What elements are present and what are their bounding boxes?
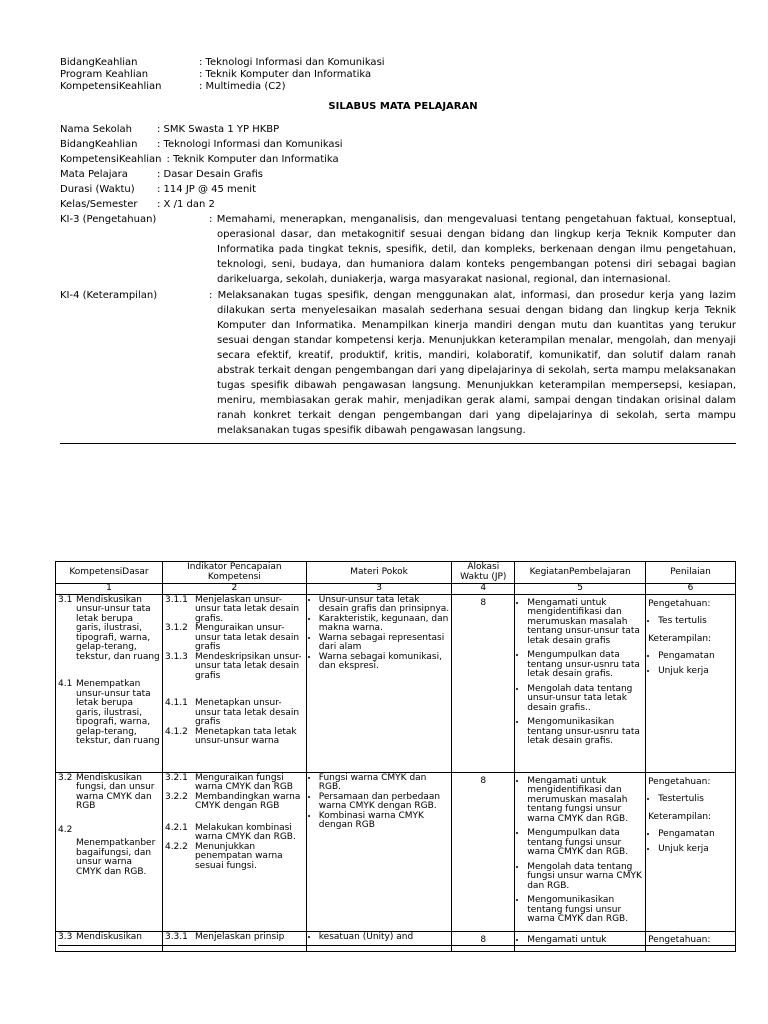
indicator-item <box>165 624 304 653</box>
indicator-item <box>165 774 304 793</box>
detail-label: BidangKeahlian <box>60 139 138 150</box>
indicator-item <box>165 728 304 747</box>
kd-number: 3.1 <box>58 594 73 605</box>
penilaian-cell <box>646 594 736 772</box>
materi-item: • Kombinasi warna CMYK dengan RGB <box>319 812 450 831</box>
table-row <box>56 931 736 952</box>
materi-item: • Karakteristik, kegunaan, dan makna warna. <box>319 615 450 634</box>
materi-cell <box>306 772 452 931</box>
ki4-text: : Melaksanakan tugas spesifik, dengan menggunakan alat, informasi, dan prosedur kerja yang lazim dilakukan serta menyelesaikan masalah sederhana sesuai dengan bidang dan lingkup kerja Teknik Komputer dan Informatika. Menampilkan kinerja mandiri dengan mutu dan kuantitas yang terukur sesuai dengan standar kompetensi kerja. Menunjukkan keterampilan menalar, mengolah, dan menyaji secara efektif, kreatif, produktif, kritis, mandiri, kolaboratif, komunikatif, dan solutif dalam ranah abstrak terkait dengan pengembangan dari yang dipelajarinya di sekolah, serta mampu melaksanakan tugas spesifik dibawah pengawasan langsung. Menunjukkan keterampilan mempersepsi, kesiapan, meniru, membiasakan gerak mahir, menjadikan gerak alami, sampai dengan tindakan orisinal dalam ranah konkret terkait dengan pengembangan dari yang dipelajarinya di sekolah, serta mampu melaksanakan tugas spesifik dibawah pengawasan langsung. <box>209 290 736 436</box>
kegiatan-item: • Mengumpulkan data tentang fungsi unsur warna CMYK dan RGB. <box>527 829 643 858</box>
table-bottom-line <box>58 945 736 946</box>
indicator-item <box>165 653 304 682</box>
materi-item: • Fungsi warna CMYK dan RGB. <box>319 774 450 793</box>
column-header: KompetensiDasar <box>56 562 163 584</box>
table-row <box>56 594 736 772</box>
ki4-block <box>60 288 736 438</box>
indicator-text: Menunjukkan penempatan warna sesuai fungsi. <box>194 841 283 871</box>
indicator-number: 3.1.1 <box>164 594 188 605</box>
materi-item: • Warna sebagai representasi dari alam <box>319 634 450 653</box>
indicator-number: 4.1.1 <box>164 698 188 708</box>
top-info-value: : Teknologi Informasi dan Komunikasi <box>199 57 385 68</box>
penilaian-keterampilan-label: Keterampilan: <box>648 633 712 644</box>
column-number: 5 <box>515 584 646 595</box>
indicator-item <box>165 843 304 872</box>
alokasi-cell: 8 <box>452 772 515 931</box>
top-info-value: : Multimedia (C2) <box>199 81 286 92</box>
detail-label: Nama Sekolah <box>60 124 132 135</box>
indicator-number: 3.2.2 <box>164 791 188 802</box>
detail-value: : 114 JP @ 45 menit <box>157 184 256 195</box>
ki4-label: KI-4 (Keterampilan) <box>60 290 158 301</box>
penilaian-cell <box>646 931 736 952</box>
kd-cell <box>56 594 163 772</box>
indicator-item <box>165 824 304 843</box>
materi-item: • Persamaan dan perbedaan warna CMYK dengan RGB. <box>319 793 450 812</box>
indicator-number: 3.1.3 <box>164 651 188 662</box>
kd-text: Mendiskusikan unsur-unsur tata letak berupa garis, ilustrasi, tipografi, warna, gelap-terang, tekstur, dan ruang <box>76 594 160 662</box>
kd-cell <box>56 931 163 952</box>
alokasi-cell: 8 <box>452 594 515 772</box>
kegiatan-item: • Mengomunikasikan tentang unsur-usnru tata letak desain grafis. <box>527 718 643 747</box>
materi-cell <box>306 594 452 772</box>
kd-item <box>58 680 160 747</box>
kd-item <box>58 596 160 663</box>
indicator-number: 3.3.1 <box>164 931 188 942</box>
detail-label: Kelas/Semester <box>60 199 138 210</box>
indicator-number: 3.2.1 <box>164 772 188 783</box>
alokasi-cell: 8 <box>452 931 515 952</box>
column-number: 6 <box>646 584 736 595</box>
top-info-label: Program Keahlian <box>60 69 149 80</box>
indicator-text: Mendeskripsikan unsur-unsur tata letak desain grafis <box>194 651 302 681</box>
column-number: 3 <box>306 584 452 595</box>
kegiatan-item: • Mengamati untuk mengidentifikasi dan merumuskan masalah tentang fungsi unsur warna CMYK dan RGB. <box>527 777 643 825</box>
penilaian-item: • Unjuk kerja <box>658 667 733 677</box>
kd-text: Menempatkan unsur-unsur tata letak berupa garis, ilustrasi, tipografi, warna, gelap-terang, tekstur, dan ruang <box>76 679 160 746</box>
column-number: 1 <box>56 584 163 595</box>
kd-number: 4.2 <box>58 824 73 835</box>
kegiatan-cell <box>515 931 646 952</box>
penilaian-pengetahuan-label: Pengetahuan: <box>648 598 711 609</box>
penilaian-pengetahuan-label: Pengetahuan: <box>648 934 711 945</box>
ki3-label: KI-3 (Pengetahuan) <box>60 214 157 225</box>
indicator-cell <box>162 772 306 931</box>
table-number-row <box>56 584 736 595</box>
ki3-block <box>60 212 736 287</box>
kd-item <box>58 826 160 878</box>
kd-item <box>58 774 160 812</box>
materi-item: • Warna sebagai komunikasi, dan ekspresi. <box>319 653 450 672</box>
detail-label: Durasi (Waktu) <box>60 184 135 195</box>
indicator-text: Menjelaskan prinsip <box>194 931 285 942</box>
indicator-text: Menetapkan unsur-unsur tata letak desain grafis <box>194 698 300 727</box>
kegiatan-item: • Mengolah data tentang fungsi unsur warna CMYK dan RGB. <box>527 863 643 892</box>
indicator-item <box>165 699 304 728</box>
syllabus-table <box>55 561 736 952</box>
detail-value: : Teknik Komputer dan Informatika <box>157 154 339 165</box>
table-header-row <box>56 562 736 584</box>
penilaian-item: • Unjuk kerja <box>658 845 733 855</box>
detail-label: Mata Pelajara <box>60 169 128 180</box>
indicator-text: Menguraikan fungsi warna CMYK dan RGB <box>194 772 293 792</box>
detail-value: : Dasar Desain Grafis <box>157 169 263 180</box>
kegiatan-item: • Mengumpulkan data tentang unsur-usnru tata letak desain grafis. <box>527 651 643 680</box>
indicator-text: Membandingkan warna CMYK dengan RGB <box>194 791 301 811</box>
top-info-value: : Teknik Komputer dan Informatika <box>199 69 372 80</box>
kegiatan-item: • Mengolah data tentang unsur-unsur tata letak desain grafis.. <box>527 685 643 714</box>
detail-value: : Teknologi Informasi dan Komunikasi <box>157 139 343 150</box>
indicator-number: 4.1.2 <box>164 726 188 737</box>
kd-number: 3.2 <box>58 772 73 783</box>
penilaian-keterampilan-label: Keterampilan: <box>648 811 712 822</box>
penilaian-cell <box>646 772 736 931</box>
column-number: 4 <box>452 584 515 595</box>
indicator-cell <box>162 594 306 772</box>
top-info-label: KompetensiKeahlian <box>60 81 162 92</box>
ki3-text: : Memahami, menerapkan, menganalisis, dan mengevaluasi tentang pengetahuan faktual, konseptual, operasional dasar, dan metakognitif sesuai dengan bidang dan lingkup kerja Teknik Komputer dan Informatika pada tingkat teknis, spesifik, detil, dan kompleks, berkenaan dengan ilmu pengetahuan, teknologi, seni, budaya, dan humaniora dalam konteks pengembangan potensi diri sebagai bagian darikeluarga, sekolah, duniakerja, warga masyarakat nasional, regional, dan internasional. <box>209 214 736 285</box>
document-title: SILABUS MATA PELAJARAN <box>328 101 478 112</box>
kd-item <box>58 933 160 943</box>
detail-label: KompetensiKeahlian <box>60 154 162 165</box>
penilaian-pengetahuan-label: Pengetahuan: <box>648 776 711 787</box>
penilaian-item: • Pengamatan <box>658 652 733 662</box>
kd-text: Menempatkanber bagaifungsi, dan unsur warna CMYK dan RGB. <box>76 838 156 877</box>
kd-number: 3.3 <box>58 931 73 942</box>
column-header: Alokasi Waktu (JP) <box>452 562 515 584</box>
indicator-text: Menetapkan tata letak unsur-unsur warna <box>194 726 297 746</box>
column-header: Materi Pokok <box>306 562 452 584</box>
kegiatan-item: • Mengamati untuk mengidentifikasi dan merumuskan masalah tentang unsur-unsur tata letak desain grafis <box>527 599 643 647</box>
indicator-text: Menguraikan unsur-unsur tata letak desain grafis <box>194 623 300 652</box>
divider-line <box>60 443 736 444</box>
kegiatan-item: • Mengomunikasikan tentang fungsi unsur warna CMYK dan RGB. <box>527 896 643 925</box>
kegiatan-cell <box>515 594 646 772</box>
table-row <box>56 772 736 931</box>
indicator-item <box>165 793 304 812</box>
column-header: KegiatanPembelajaran <box>515 562 646 584</box>
column-header: Penilaian <box>646 562 736 584</box>
kd-text: Mendiskusikan fungsi, dan unsur warna CMYK dan RGB <box>76 772 155 811</box>
kegiatan-item: • Mengamati untuk <box>527 936 643 946</box>
kegiatan-cell <box>515 772 646 931</box>
indicator-number: 4.2.2 <box>164 841 188 852</box>
kd-cell <box>56 772 163 931</box>
top-info-label: BidangKeahlian <box>60 57 138 68</box>
detail-value: : X /1 dan 2 <box>157 199 215 210</box>
kd-number: 4.1 <box>58 679 73 689</box>
indicator-item <box>165 933 304 943</box>
penilaian-item: • Testertulis <box>658 795 733 805</box>
column-header: Indikator Pencapaian Kompetensi <box>162 562 306 584</box>
materi-cell <box>306 931 452 952</box>
indicator-item <box>165 596 304 625</box>
indicator-number: 3.1.2 <box>164 623 188 633</box>
materi-item: • kesatuan (Unity) and <box>319 933 450 943</box>
materi-item: • Unsur-unsur tata letak desain grafis dan prinsipnya. <box>319 596 450 615</box>
penilaian-item: • Tes tertulis <box>658 617 733 627</box>
indicator-text: Menjelaskan unsur-unsur tata letak desain grafis. <box>194 594 300 624</box>
penilaian-item: • Pengamatan <box>658 830 733 840</box>
kd-text: Mendiskusikan <box>76 931 143 942</box>
indicator-cell <box>162 931 306 952</box>
indicator-number: 4.2.1 <box>164 822 188 833</box>
detail-value: : SMK Swasta 1 YP HKBP <box>157 124 280 135</box>
indicator-text: Melakukan kombinasi warna CMYK dan RGB. <box>194 822 296 842</box>
column-number: 2 <box>162 584 306 595</box>
